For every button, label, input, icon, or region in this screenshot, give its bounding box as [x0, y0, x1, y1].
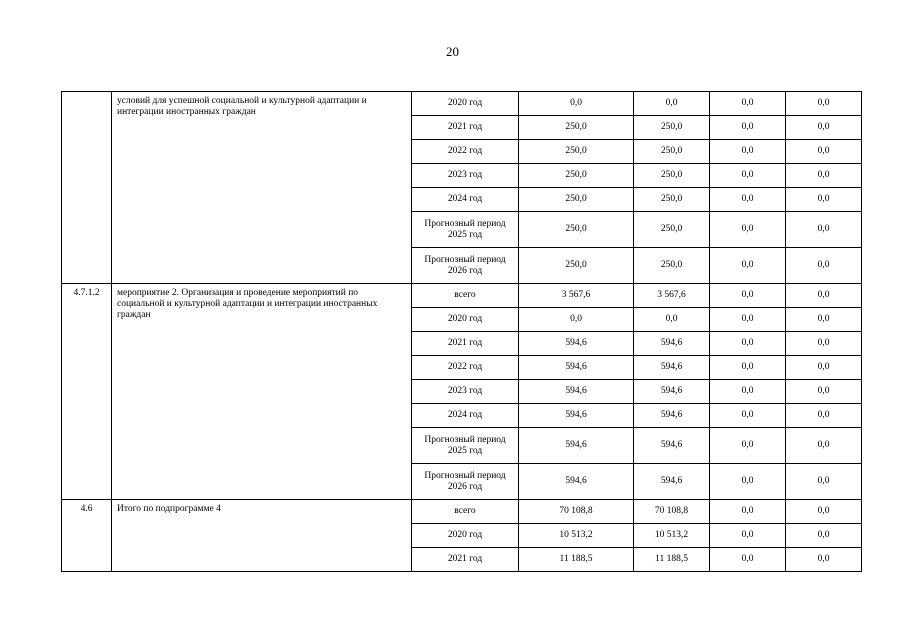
amount-cell: 594,6	[634, 404, 710, 428]
period-cell: Прогнозный период 2026 год	[412, 248, 519, 284]
amount-cell: 594,6	[634, 464, 710, 500]
amount-cell: 594,6	[634, 428, 710, 464]
total-amount-cell: 250,0	[519, 164, 634, 188]
table-row	[62, 284, 862, 308]
period-cell: Прогнозный период 2025 год	[412, 428, 519, 464]
total-amount-cell: 594,6	[519, 332, 634, 356]
page-number: 20	[446, 44, 459, 59]
period-cell: 2021 год	[412, 548, 519, 572]
amount-cell: 0,0	[786, 332, 862, 356]
total-amount-cell: 594,6	[519, 356, 634, 380]
total-amount-cell: 250,0	[519, 140, 634, 164]
amount-cell: 250,0	[634, 188, 710, 212]
period-cell: 2024 год	[412, 404, 519, 428]
item-name-cell: мероприятие 2. Организация и проведение мероприятий по социальной и культурной адаптации и интеграции иностранных граждан	[112, 284, 412, 500]
total-amount-cell: 0,0	[519, 308, 634, 332]
table-row	[62, 500, 862, 524]
amount-cell: 250,0	[634, 140, 710, 164]
amount-cell: 0,0	[710, 248, 786, 284]
amount-cell: 0,0	[710, 500, 786, 524]
amount-cell: 0,0	[786, 188, 862, 212]
amount-cell: 0,0	[710, 92, 786, 116]
amount-cell: 0,0	[710, 464, 786, 500]
amount-cell: 0,0	[710, 284, 786, 308]
amount-cell: 0,0	[786, 248, 862, 284]
amount-cell: 3 567,6	[634, 284, 710, 308]
amount-cell: 594,6	[634, 356, 710, 380]
period-cell: 2020 год	[412, 92, 519, 116]
total-amount-cell: 10 513,2	[519, 524, 634, 548]
total-amount-cell: 594,6	[519, 464, 634, 500]
amount-cell: 0,0	[634, 308, 710, 332]
period-cell: 2023 год	[412, 380, 519, 404]
total-amount-cell: 250,0	[519, 116, 634, 140]
amount-cell: 0,0	[786, 404, 862, 428]
amount-cell: 11 188,5	[634, 548, 710, 572]
amount-cell: 0,0	[786, 464, 862, 500]
period-cell: 2020 год	[412, 524, 519, 548]
total-amount-cell: 594,6	[519, 428, 634, 464]
period-cell: всего	[412, 500, 519, 524]
amount-cell: 0,0	[710, 356, 786, 380]
amount-cell: 0,0	[786, 140, 862, 164]
item-code-cell: 4.7.1.2	[62, 284, 112, 500]
total-amount-cell: 0,0	[519, 92, 634, 116]
amount-cell: 0,0	[786, 116, 862, 140]
item-name-cell: условий для успешной социальной и культурной адаптации и интеграции иностранных граждан	[112, 92, 412, 284]
item-name-cell: Итого по подпрограмме 4	[112, 500, 412, 572]
total-amount-cell: 250,0	[519, 212, 634, 248]
amount-cell: 70 108,8	[634, 500, 710, 524]
period-cell: 2022 год	[412, 140, 519, 164]
amount-cell: 0,0	[710, 548, 786, 572]
amount-cell: 0,0	[710, 380, 786, 404]
amount-cell: 0,0	[786, 92, 862, 116]
amount-cell: 250,0	[634, 116, 710, 140]
amount-cell: 0,0	[786, 548, 862, 572]
total-amount-cell: 594,6	[519, 380, 634, 404]
amount-cell: 0,0	[710, 332, 786, 356]
amount-cell: 0,0	[710, 308, 786, 332]
amount-cell: 0,0	[786, 428, 862, 464]
period-cell: 2023 год	[412, 164, 519, 188]
period-cell: 2021 год	[412, 332, 519, 356]
amount-cell: 0,0	[786, 500, 862, 524]
period-cell: Прогнозный период 2025 год	[412, 212, 519, 248]
total-amount-cell: 594,6	[519, 404, 634, 428]
total-amount-cell: 250,0	[519, 248, 634, 284]
amount-cell: 0,0	[634, 92, 710, 116]
amount-cell: 0,0	[710, 212, 786, 248]
amount-cell: 10 513,2	[634, 524, 710, 548]
budget-table	[61, 91, 862, 572]
amount-cell: 0,0	[786, 212, 862, 248]
amount-cell: 0,0	[710, 524, 786, 548]
period-cell: 2024 год	[412, 188, 519, 212]
amount-cell: 0,0	[786, 524, 862, 548]
amount-cell: 0,0	[710, 164, 786, 188]
amount-cell: 0,0	[710, 116, 786, 140]
period-cell: 2020 год	[412, 308, 519, 332]
amount-cell: 0,0	[786, 308, 862, 332]
amount-cell: 250,0	[634, 248, 710, 284]
amount-cell: 250,0	[634, 212, 710, 248]
total-amount-cell: 250,0	[519, 188, 634, 212]
total-amount-cell: 70 108,8	[519, 500, 634, 524]
period-cell: 2021 год	[412, 116, 519, 140]
amount-cell: 594,6	[634, 380, 710, 404]
period-cell: 2022 год	[412, 356, 519, 380]
period-cell: всего	[412, 284, 519, 308]
amount-cell: 0,0	[710, 188, 786, 212]
item-code-cell	[62, 92, 112, 284]
period-cell: Прогнозный период 2026 год	[412, 464, 519, 500]
amount-cell: 0,0	[786, 284, 862, 308]
total-amount-cell: 11 188,5	[519, 548, 634, 572]
amount-cell: 0,0	[710, 428, 786, 464]
amount-cell: 0,0	[786, 164, 862, 188]
amount-cell: 0,0	[786, 356, 862, 380]
item-code-cell: 4.6	[62, 500, 112, 572]
amount-cell: 250,0	[634, 164, 710, 188]
amount-cell: 594,6	[634, 332, 710, 356]
amount-cell: 0,0	[786, 380, 862, 404]
table-row	[62, 92, 862, 116]
amount-cell: 0,0	[710, 140, 786, 164]
amount-cell: 0,0	[710, 404, 786, 428]
total-amount-cell: 3 567,6	[519, 284, 634, 308]
